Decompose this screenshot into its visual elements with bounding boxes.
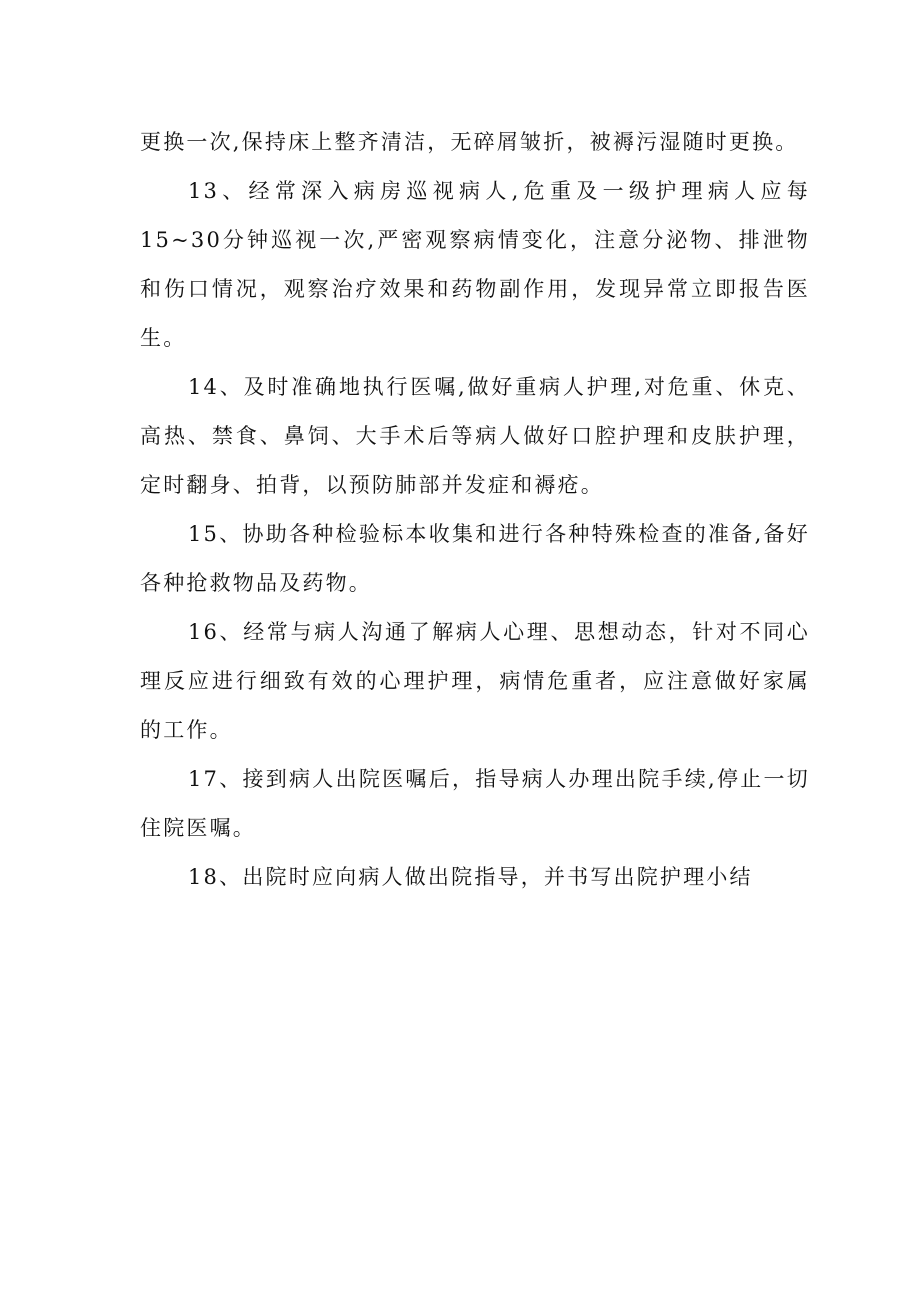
paragraph-17: 17、接到病人出院医嘱后，指导病人办理出院手续,停止一切住院医嘱。	[140, 767, 810, 840]
paragraph-15: 15、协助各种检验标本收集和进行各种特殊检查的准备,备好各种抢救物品及药物。	[140, 522, 810, 595]
paragraph-13: 13、经常深入病房巡视病人,危重及一级护理病人应每15~30分钟巡视一次,严密观察病情变化，注意分泌物、排泄物和伤口情况，观察治疗效果和药物副作用，发现异常立即报告医生。	[140, 179, 810, 350]
paragraph-12-continued: 更换一次,保持床上整齐清洁，无碎屑皱折，被褥污湿随时更换。	[140, 130, 799, 154]
paragraph-14: 14、及时准确地执行医嘱,做好重病人护理,对危重、休克、高热、禁食、鼻饲、大手术后等病人做好口腔护理和皮肤护理，定时翻身、拍背，以预防肺部并发症和褥疮。	[140, 375, 810, 497]
document-page	[140, 118, 810, 902]
paragraph-16: 16、经常与病人沟通了解病人心理、思想动态，针对不同心理反应进行细致有效的心理护理，病情危重者，应注意做好家属的工作。	[140, 620, 810, 742]
paragraph-18: 18、出院时应向病人做出院指导，并书写出院护理小结	[188, 865, 753, 889]
